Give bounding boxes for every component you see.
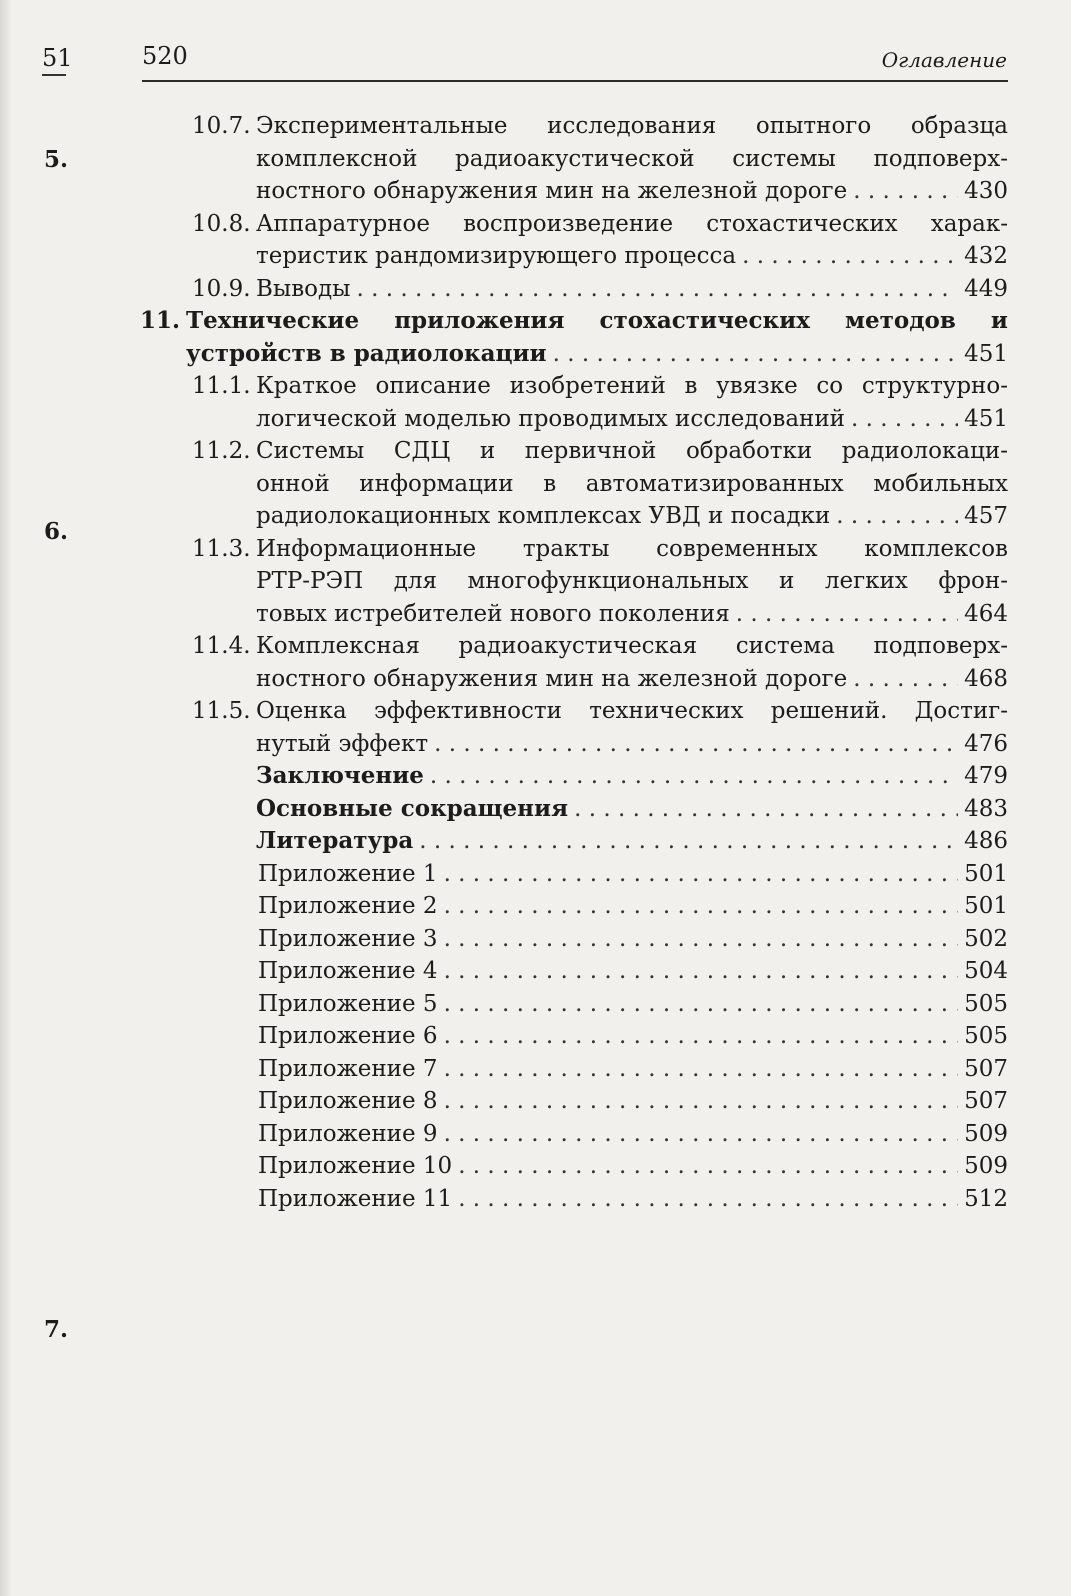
toc-entry-title-line: онной информации в автоматизированных мобильных — [256, 470, 1008, 497]
toc-appendix-entry[interactable] — [140, 890, 1008, 923]
toc-entry[interactable] — [140, 110, 1008, 208]
dot-leader — [444, 1053, 959, 1086]
toc-appendix-title: Приложение 6 — [258, 1023, 438, 1049]
toc-entry-page: 501 — [964, 860, 1008, 887]
toc-appendix-title: Приложение 4 — [258, 958, 438, 984]
dot-leader — [444, 890, 959, 923]
toc-appendix-entry[interactable] — [140, 955, 1008, 988]
toc-entry-title-line: РТР-РЭП для многофункциональных и легких фрон- — [256, 568, 1008, 594]
toc-entry-title-line: ностного обнаружения мин на железной дороге — [256, 178, 848, 204]
toc-appendix-entry[interactable] — [140, 1053, 1008, 1086]
dot-leader — [434, 728, 958, 761]
toc-entry-number: 11.4. — [192, 633, 251, 659]
toc-entry-title-line: Выводы — [256, 275, 351, 302]
toc-entry-number: 11.2. — [192, 438, 251, 464]
toc-back-matter-title: Литература — [256, 827, 414, 854]
toc-entry-number: 11.1. — [192, 373, 251, 399]
header-rule — [142, 80, 1008, 82]
toc-entry-number: 10.8. — [192, 210, 251, 237]
toc-entry-page: 430 — [964, 178, 1008, 204]
toc-entry-title-line: Комплексная радиоакустическая система подповерх- — [256, 633, 1008, 659]
dot-leader — [853, 175, 958, 208]
toc-entry[interactable] — [140, 370, 1008, 435]
toc-entry[interactable] — [140, 533, 1008, 631]
toc-entry-title-line: комплексной радиоакустической системы подповерх- — [256, 145, 1008, 172]
toc-entry-title-line: радиолокационных комплексах УВД и посадки — [256, 503, 831, 529]
toc-appendix-title: Приложение 7 — [258, 1055, 438, 1082]
toc-entry-title-line: Оценка эффективности технических решений. Достиг- — [256, 698, 1008, 724]
toc-entry-page: 451 — [964, 405, 1008, 432]
dot-leader — [444, 1118, 959, 1151]
toc-entry-page: 464 — [964, 600, 1008, 627]
toc-entry-page: 451 — [964, 340, 1008, 367]
dot-leader — [736, 598, 958, 631]
dot-leader — [444, 988, 959, 1021]
toc-back-matter-entry[interactable] — [140, 793, 1008, 826]
dot-leader — [853, 663, 958, 696]
page-gutter-shadow — [0, 0, 12, 1596]
toc-entry-number: 11.3. — [192, 535, 251, 562]
toc-appendix-title: Приложение 5 — [258, 990, 438, 1017]
dot-leader — [444, 1085, 959, 1118]
toc-entry-title-line: теристик рандомизирующего процесса — [256, 243, 737, 269]
toc-appendix-entry[interactable] — [140, 1085, 1008, 1118]
toc-entry-title-line: товых истребителей нового поколения — [256, 600, 730, 627]
toc-entry[interactable] — [140, 630, 1008, 695]
dot-leader — [742, 240, 958, 273]
dot-leader — [444, 923, 959, 956]
toc-appendix-entry[interactable] — [140, 858, 1008, 891]
dot-leader — [458, 1183, 958, 1216]
toc-appendix-title: Приложение 11 — [258, 1185, 453, 1212]
dot-leader — [851, 403, 958, 436]
toc-entry[interactable] — [140, 695, 1008, 760]
toc-chapter-entry[interactable] — [140, 305, 1008, 370]
toc-appendix-title: Приложение 1 — [258, 860, 438, 887]
adjacent-page-rule — [42, 74, 66, 76]
toc-entry[interactable] — [140, 435, 1008, 533]
toc-chapter-title-line: устройств в радиолокации — [186, 339, 547, 367]
dot-leader — [836, 500, 958, 533]
toc-entry-title-line: Информационные тракты современных комплексов — [256, 535, 1008, 562]
toc-entry-page: 501 — [964, 893, 1008, 919]
running-title: Оглавление — [881, 48, 1007, 72]
dot-leader — [444, 858, 959, 891]
toc-entry-page: 507 — [964, 1055, 1008, 1082]
toc-entry-title-line: Аппаратурное воспроизведение стохастических харак- — [256, 210, 1008, 237]
toc-entry-page: 476 — [964, 730, 1008, 757]
dot-leader — [458, 1150, 958, 1183]
toc-chapter-title-line: Технические приложения стохастических методов и — [186, 307, 1008, 334]
toc-entry-page: 468 — [964, 665, 1008, 692]
toc-entry[interactable] — [140, 273, 1008, 306]
toc-entry-page: 457 — [964, 503, 1008, 529]
toc-back-matter-entry[interactable] — [140, 760, 1008, 793]
table-of-contents — [140, 110, 1008, 1215]
toc-entry-page: 449 — [964, 275, 1008, 302]
toc-entry[interactable] — [140, 208, 1008, 273]
page-number: 520 — [142, 42, 188, 70]
toc-appendix-entry[interactable] — [140, 1150, 1008, 1183]
toc-entry-page: 504 — [964, 958, 1008, 984]
toc-appendix-entry[interactable] — [140, 1020, 1008, 1053]
toc-back-matter-title: Заключение — [256, 762, 424, 789]
margin-chapter-number: 5. — [44, 146, 69, 173]
toc-entry-page: 505 — [964, 1023, 1008, 1049]
toc-entry-title-line: ностного обнаружения мин на железной дороге — [256, 665, 848, 692]
toc-appendix-entry[interactable] — [140, 923, 1008, 956]
margin-chapter-number: 7. — [44, 1316, 69, 1343]
toc-entry-title-line: Краткое описание изобретений в увязке со структурно- — [256, 373, 1008, 399]
toc-entry-number: 11.5. — [192, 698, 251, 724]
toc-appendix-title: Приложение 3 — [258, 925, 438, 952]
toc-entry-page: 479 — [964, 763, 1008, 789]
toc-entry-page: 432 — [964, 243, 1008, 269]
margin-chapter-number: 6. — [44, 518, 69, 545]
toc-appendix-title: Приложение 8 — [258, 1088, 438, 1114]
toc-entry-page: 512 — [964, 1185, 1008, 1212]
toc-entry-page: 509 — [964, 1120, 1008, 1147]
dot-leader — [430, 760, 958, 793]
toc-entry-title-line: Системы СДЦ и первичной обработки радиолокаци- — [256, 438, 1008, 464]
toc-appendix-entry[interactable] — [140, 1183, 1008, 1216]
dot-leader — [419, 825, 958, 858]
dot-leader — [356, 273, 958, 306]
toc-entry-number: 10.7. — [192, 113, 251, 139]
toc-entry-page: 486 — [964, 828, 1008, 854]
toc-appendix-entry[interactable] — [140, 1118, 1008, 1151]
toc-appendix-title: Приложение 9 — [258, 1120, 438, 1147]
toc-entry-page: 509 — [964, 1153, 1008, 1179]
toc-entry-page: 505 — [964, 990, 1008, 1017]
toc-appendix-entry[interactable] — [140, 988, 1008, 1021]
toc-appendix-title: Приложение 10 — [258, 1153, 453, 1179]
dot-leader — [444, 1020, 959, 1053]
toc-entry-title-line: Экспериментальные исследования опытного образца — [256, 113, 1008, 139]
dot-leader — [553, 338, 959, 371]
toc-entry-title-line: логической моделью проводимых исследований — [256, 405, 846, 432]
toc-back-matter-title: Основные сокращения — [256, 794, 569, 822]
toc-entry-title-line: нутый эффект — [256, 730, 429, 757]
toc-entry-page: 483 — [964, 795, 1008, 822]
toc-entry-page: 507 — [964, 1088, 1008, 1114]
toc-back-matter-entry[interactable] — [140, 825, 1008, 858]
adjacent-page-number: 51 — [42, 44, 73, 72]
dot-leader — [574, 793, 958, 826]
dot-leader — [444, 955, 959, 988]
toc-entry-number: 10.9. — [192, 275, 251, 302]
toc-appendix-title: Приложение 2 — [258, 893, 438, 919]
toc-entry-page: 502 — [964, 925, 1008, 952]
toc-chapter-number: 11. — [140, 307, 181, 334]
